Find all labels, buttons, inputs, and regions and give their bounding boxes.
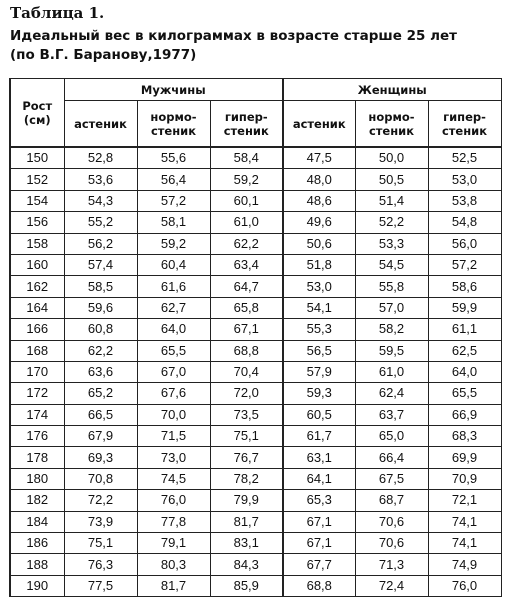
height-cell: 162 <box>10 276 64 297</box>
weight-cell: 63,7 <box>355 404 428 425</box>
subheader-line: стеник <box>223 123 269 138</box>
weight-cell: 59,2 <box>137 233 210 254</box>
weight-cell: 64,7 <box>210 276 283 297</box>
weight-cell: 83,1 <box>210 533 283 554</box>
table-row <box>10 468 501 489</box>
table-row <box>10 426 501 447</box>
weight-cell: 54,8 <box>428 212 501 233</box>
table-row <box>10 233 501 254</box>
table-row <box>10 511 501 532</box>
weight-cell: 58,4 <box>210 147 283 169</box>
weight-cell: 50,6 <box>283 233 355 254</box>
weight-cell: 68,7 <box>355 490 428 511</box>
weight-cell: 48,6 <box>283 190 355 211</box>
table-body <box>10 147 501 597</box>
weight-cell: 54,5 <box>355 254 428 275</box>
weight-cell: 72,0 <box>210 383 283 404</box>
weight-cell: 67,1 <box>283 533 355 554</box>
table-row <box>10 404 501 425</box>
weight-cell: 59,3 <box>283 383 355 404</box>
weight-cell: 56,4 <box>137 169 210 190</box>
weight-cell: 52,2 <box>355 212 428 233</box>
weight-cell: 72,4 <box>355 575 428 596</box>
table-row <box>10 340 501 361</box>
table-row <box>10 447 501 468</box>
table-row <box>10 575 501 596</box>
weight-cell: 56,0 <box>428 233 501 254</box>
weight-cell: 66,9 <box>428 404 501 425</box>
table-row <box>10 254 501 275</box>
weight-cell: 54,1 <box>283 297 355 318</box>
subheader-line: стеник <box>150 123 197 138</box>
height-cell: 168 <box>10 340 64 361</box>
weight-cell: 63,4 <box>210 254 283 275</box>
weight-cell: 52,5 <box>428 147 501 169</box>
weight-cell: 61,0 <box>210 212 283 233</box>
weight-cell: 75,1 <box>64 533 137 554</box>
weight-cell: 68,3 <box>428 426 501 447</box>
weight-cell: 56,5 <box>283 340 355 361</box>
women-normosthenic-header <box>355 101 428 148</box>
weight-cell: 73,0 <box>137 447 210 468</box>
height-header-line: Рост <box>22 98 53 113</box>
weight-cell: 59,2 <box>210 169 283 190</box>
weight-cell: 65,2 <box>64 383 137 404</box>
height-cell: 160 <box>10 254 64 275</box>
height-cell: 188 <box>10 554 64 575</box>
heading-title: Идеальный вес в килограммах в возрасте старше 25 лет <box>10 28 457 44</box>
weight-cell: 56,2 <box>64 233 137 254</box>
men-hypersthenic-header <box>210 101 283 148</box>
women-hypersthenic-header <box>428 101 501 148</box>
weight-cell: 69,3 <box>64 447 137 468</box>
weight-cell: 61,0 <box>355 361 428 382</box>
weight-cell: 67,6 <box>137 383 210 404</box>
weight-cell: 75,1 <box>210 426 283 447</box>
weight-cell: 71,3 <box>355 554 428 575</box>
weight-cell: 80,3 <box>137 554 210 575</box>
weight-cell: 60,8 <box>64 319 137 340</box>
weight-cell: 76,0 <box>428 575 501 596</box>
table-caption: Таблица 1. <box>10 4 105 22</box>
weight-cell: 76,0 <box>137 490 210 511</box>
header-group-row <box>10 79 501 101</box>
group-header-women: Женщины <box>283 79 501 101</box>
table-row <box>10 297 501 318</box>
weight-cell: 57,4 <box>64 254 137 275</box>
weight-cell: 70,6 <box>355 533 428 554</box>
table-row <box>10 319 501 340</box>
weight-cell: 68,8 <box>283 575 355 596</box>
weight-cell: 67,9 <box>64 426 137 447</box>
weight-cell: 79,1 <box>137 533 210 554</box>
table-row <box>10 276 501 297</box>
weight-cell: 60,1 <box>210 190 283 211</box>
weight-cell: 77,8 <box>137 511 210 532</box>
weight-cell: 66,4 <box>355 447 428 468</box>
weight-cell: 73,5 <box>210 404 283 425</box>
height-column-header <box>10 79 64 148</box>
height-cell: 180 <box>10 468 64 489</box>
weight-cell: 65,5 <box>137 340 210 361</box>
weight-cell: 73,9 <box>64 511 137 532</box>
table-row <box>10 533 501 554</box>
height-cell: 174 <box>10 404 64 425</box>
men-normosthenic-header <box>137 101 210 148</box>
weight-cell: 65,3 <box>283 490 355 511</box>
height-cell: 186 <box>10 533 64 554</box>
women-asthenic-header <box>283 101 355 148</box>
weight-cell: 48,0 <box>283 169 355 190</box>
weight-cell: 63,6 <box>64 361 137 382</box>
weight-cell: 57,9 <box>283 361 355 382</box>
weight-cell: 62,2 <box>64 340 137 361</box>
weight-cell: 54,3 <box>64 190 137 211</box>
weight-cell: 72,2 <box>64 490 137 511</box>
weight-cell: 67,5 <box>355 468 428 489</box>
weight-cell: 53,3 <box>355 233 428 254</box>
weight-cell: 68,8 <box>210 340 283 361</box>
weight-cell: 70,8 <box>64 468 137 489</box>
heading-source: (по В.Г. Баранову,1977) <box>10 47 197 63</box>
page-heading <box>10 27 457 65</box>
weight-cell: 70,6 <box>355 511 428 532</box>
weight-cell: 50,0 <box>355 147 428 169</box>
weight-cell: 58,5 <box>64 276 137 297</box>
weight-cell: 58,1 <box>137 212 210 233</box>
table-row <box>10 490 501 511</box>
weight-cell: 57,2 <box>428 254 501 275</box>
height-cell: 176 <box>10 426 64 447</box>
height-cell: 178 <box>10 447 64 468</box>
weight-cell: 78,2 <box>210 468 283 489</box>
weight-cell: 55,8 <box>355 276 428 297</box>
weight-cell: 71,5 <box>137 426 210 447</box>
weight-cell: 67,1 <box>210 319 283 340</box>
weight-cell: 49,6 <box>283 212 355 233</box>
weight-cell: 70,9 <box>428 468 501 489</box>
weight-cell: 59,6 <box>64 297 137 318</box>
table-row <box>10 190 501 211</box>
weight-cell: 76,7 <box>210 447 283 468</box>
weight-cell: 65,0 <box>355 426 428 447</box>
height-cell: 150 <box>10 147 64 169</box>
weight-cell: 60,4 <box>137 254 210 275</box>
weight-cell: 51,8 <box>283 254 355 275</box>
weight-cell: 57,2 <box>137 190 210 211</box>
weight-cell: 69,9 <box>428 447 501 468</box>
subheader-line: стеник <box>368 123 415 138</box>
group-header-men: Мужчины <box>64 79 283 101</box>
weight-cell: 59,9 <box>428 297 501 318</box>
height-cell: 170 <box>10 361 64 382</box>
weight-cell: 50,5 <box>355 169 428 190</box>
weight-cell: 51,4 <box>355 190 428 211</box>
weight-cell: 74,1 <box>428 533 501 554</box>
table-row <box>10 147 501 169</box>
weight-cell: 67,0 <box>137 361 210 382</box>
height-cell: 190 <box>10 575 64 596</box>
weight-cell: 55,2 <box>64 212 137 233</box>
subheader-line: гипер- <box>443 109 486 124</box>
table-row <box>10 212 501 233</box>
weight-cell: 52,8 <box>64 147 137 169</box>
table-row <box>10 361 501 382</box>
weight-cell: 70,4 <box>210 361 283 382</box>
weight-cell: 72,1 <box>428 490 501 511</box>
weight-cell: 53,6 <box>64 169 137 190</box>
weight-cell: 53,8 <box>428 190 501 211</box>
subheader-line: астеник <box>74 116 127 131</box>
weight-cell: 61,7 <box>283 426 355 447</box>
header-subgroup-row <box>10 101 501 148</box>
height-cell: 152 <box>10 169 64 190</box>
weight-cell: 58,6 <box>428 276 501 297</box>
subheader-line: нормо- <box>150 109 197 124</box>
weight-cell: 61,6 <box>137 276 210 297</box>
weight-cell: 64,0 <box>137 319 210 340</box>
weight-cell: 79,9 <box>210 490 283 511</box>
weight-cell: 60,5 <box>283 404 355 425</box>
height-cell: 172 <box>10 383 64 404</box>
height-cell: 184 <box>10 511 64 532</box>
weight-cell: 84,3 <box>210 554 283 575</box>
height-cell: 182 <box>10 490 64 511</box>
weight-cell: 74,1 <box>428 511 501 532</box>
weight-cell: 74,5 <box>137 468 210 489</box>
height-cell: 158 <box>10 233 64 254</box>
weight-cell: 81,7 <box>210 511 283 532</box>
men-asthenic-header <box>64 101 137 148</box>
weight-cell: 64,0 <box>428 361 501 382</box>
weight-cell: 53,0 <box>283 276 355 297</box>
weight-cell: 62,2 <box>210 233 283 254</box>
subheader-line: гипер- <box>224 109 268 124</box>
height-cell: 164 <box>10 297 64 318</box>
weight-cell: 85,9 <box>210 575 283 596</box>
height-cell: 156 <box>10 212 64 233</box>
weight-cell: 81,7 <box>137 575 210 596</box>
weight-cell: 64,1 <box>283 468 355 489</box>
weight-cell: 55,6 <box>137 147 210 169</box>
weight-cell: 66,5 <box>64 404 137 425</box>
subheader-line: нормо- <box>368 109 415 124</box>
height-header-line: (см) <box>23 112 51 127</box>
weight-cell: 62,7 <box>137 297 210 318</box>
weight-cell: 61,1 <box>428 319 501 340</box>
weight-cell: 58,2 <box>355 319 428 340</box>
height-cell: 166 <box>10 319 64 340</box>
weight-cell: 62,5 <box>428 340 501 361</box>
weight-cell: 63,1 <box>283 447 355 468</box>
weight-cell: 67,7 <box>283 554 355 575</box>
weight-cell: 57,0 <box>355 297 428 318</box>
table-row <box>10 554 501 575</box>
subheader-line: стеник <box>441 123 488 138</box>
weight-cell: 55,3 <box>283 319 355 340</box>
weight-cell: 65,8 <box>210 297 283 318</box>
weight-cell: 70,0 <box>137 404 210 425</box>
weight-cell: 62,4 <box>355 383 428 404</box>
weight-cell: 47,5 <box>283 147 355 169</box>
height-cell: 154 <box>10 190 64 211</box>
ideal-weight-table <box>9 78 502 597</box>
table-row <box>10 383 501 404</box>
table-row <box>10 169 501 190</box>
weight-cell: 65,5 <box>428 383 501 404</box>
subheader-line: астеник <box>292 116 346 131</box>
weight-cell: 59,5 <box>355 340 428 361</box>
weight-cell: 67,1 <box>283 511 355 532</box>
weight-cell: 74,9 <box>428 554 501 575</box>
weight-cell: 76,3 <box>64 554 137 575</box>
weight-cell: 53,0 <box>428 169 501 190</box>
weight-cell: 77,5 <box>64 575 137 596</box>
